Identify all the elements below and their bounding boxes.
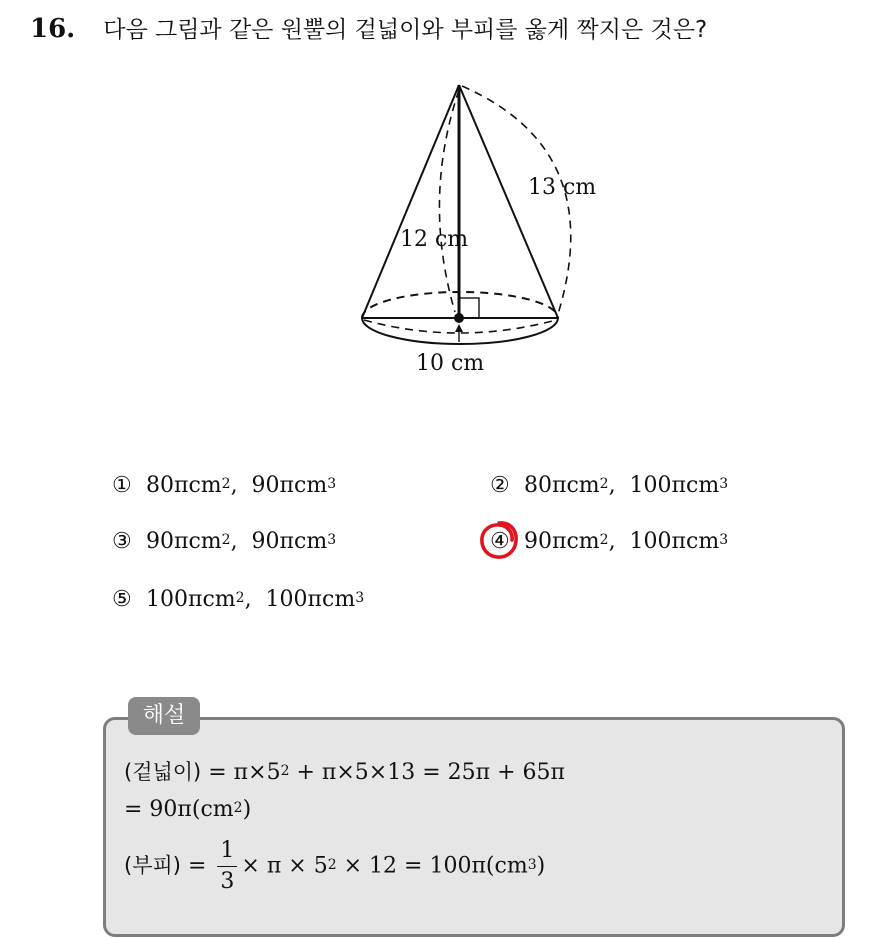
choice-2-area: 80πcm xyxy=(524,473,600,498)
cone-figure xyxy=(350,70,610,380)
question xyxy=(30,12,860,47)
line2-exp: 2 xyxy=(233,800,243,816)
choice-3-mark: ③ xyxy=(112,529,132,554)
choice-1-area: 80πcm xyxy=(146,473,222,498)
choice-1-vol: 90πcm xyxy=(251,473,328,498)
choice-4-area: 90πcm xyxy=(524,529,600,554)
choice-5-sep: , xyxy=(244,587,266,612)
choice-1-mark: ① xyxy=(112,473,132,498)
line1-exp: 2 xyxy=(280,763,290,779)
choice-5-vol-exp: 3 xyxy=(355,590,365,606)
choice-5-mark: ⑤ xyxy=(112,587,132,612)
choice-3-vol: 90πcm xyxy=(251,529,328,554)
surface-area-label: (겉넓이) xyxy=(124,760,202,784)
line3-exp: 2 xyxy=(327,856,337,873)
choice-2-vol-exp: 3 xyxy=(719,476,729,492)
line2-a: = 90π(cm xyxy=(124,797,234,822)
fraction xyxy=(217,836,237,897)
question-number: 16. xyxy=(30,14,76,44)
choice-5-area-exp: 2 xyxy=(235,590,245,606)
choice-2-sep: , xyxy=(608,473,630,498)
choice-4[interactable] xyxy=(490,527,728,559)
solution-box xyxy=(103,717,845,937)
question-text: 다음 그림과 같은 원뿔의 겉넓이와 부피를 옳게 짝지은 것은? xyxy=(103,17,708,43)
choice-4-mark: ④ xyxy=(490,529,510,554)
choice-3-area: 90πcm xyxy=(146,529,222,554)
label-height: 12 cm xyxy=(400,227,469,252)
choice-3-vol-exp: 3 xyxy=(327,532,337,548)
choice-1-vol-exp: 3 xyxy=(327,476,337,492)
choice-5-area: 100πcm xyxy=(146,587,236,612)
choice-3-area-exp: 2 xyxy=(221,532,231,548)
diameter-arrowhead xyxy=(455,324,463,332)
line3-a: × π × 5 xyxy=(241,853,328,879)
line1-expr-b: + π×5×13 = 25π + 65π xyxy=(289,760,565,785)
choice-1-area-exp: 2 xyxy=(221,476,231,492)
choice-2-vol: 100πcm xyxy=(629,473,720,498)
choice-5-vol: 100πcm xyxy=(265,587,356,612)
choice-4-sep: , xyxy=(608,529,630,554)
choice-5[interactable] xyxy=(112,585,364,617)
choice-4-vol: 100πcm xyxy=(629,529,720,554)
fraction-numerator: 1 xyxy=(217,836,237,867)
center-point xyxy=(454,313,464,323)
solution-line-2 xyxy=(124,797,251,822)
choice-1[interactable] xyxy=(112,471,336,503)
cone-left-side xyxy=(362,85,459,318)
choice-4-area-exp: 2 xyxy=(599,532,609,548)
choice-2[interactable] xyxy=(490,471,728,503)
fraction-denominator: 3 xyxy=(220,869,235,894)
label-slant: 13 cm xyxy=(528,175,597,200)
choice-4-vol-exp: 3 xyxy=(719,532,729,548)
volume-label: (부피) xyxy=(124,853,181,878)
solution-line-1 xyxy=(124,756,565,786)
line1-expr-a: = π×5 xyxy=(201,760,281,785)
slant-dashed-arc xyxy=(462,86,571,314)
line3-exp2: 3 xyxy=(527,856,537,873)
choice-2-area-exp: 2 xyxy=(599,476,609,492)
line3-c: ) xyxy=(536,853,546,879)
answer-mark-circle xyxy=(478,519,520,561)
choice-2-mark: ② xyxy=(490,473,510,498)
line3-eq: = xyxy=(180,853,214,879)
label-diameter: 10 cm xyxy=(416,351,485,376)
choice-1-sep: , xyxy=(230,473,252,498)
solution-tag: 해설 xyxy=(128,697,200,735)
cone-right-side xyxy=(459,85,558,318)
choice-3[interactable] xyxy=(112,527,336,559)
line2-b: ) xyxy=(242,797,252,822)
choice-3-sep: , xyxy=(230,529,252,554)
solution-line-3 xyxy=(124,836,545,897)
line3-b: × 12 = 100π(cm xyxy=(336,853,528,879)
